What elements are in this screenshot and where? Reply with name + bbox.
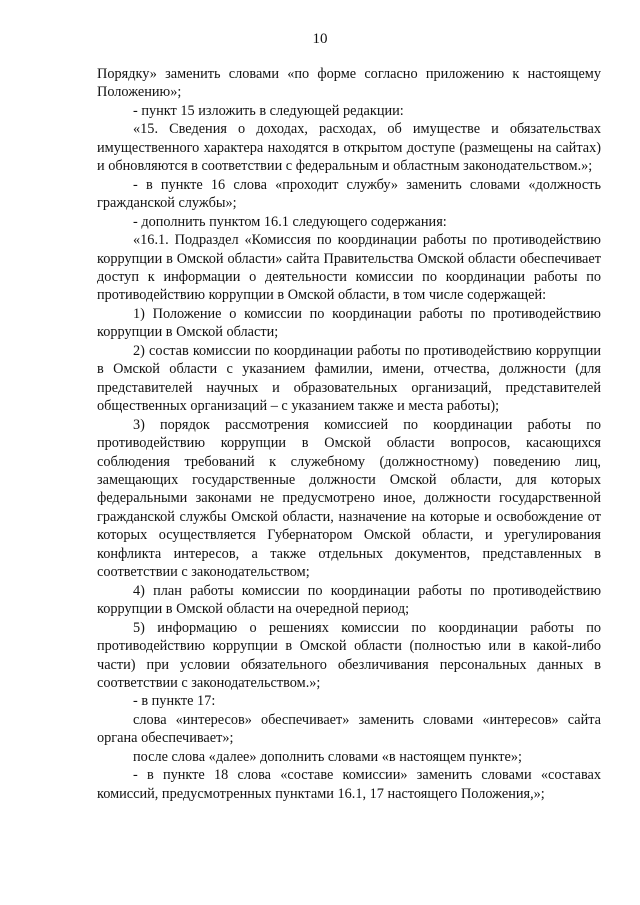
- paragraph: «16.1. Подраздел «Комиссия по координации работы по противодействию коррупции в Омской области» сайта Правительства Омской области обеспечивает доступ к информации о деятельности комиссии по координации работы по противодействию коррупции в Омской области, в том числе содержащей:: [97, 232, 601, 304]
- paragraph: слова «интересов» обеспечивает» заменить словами «интересов» сайта органа обеспечивает»;: [97, 711, 601, 747]
- paragraph: - пункт 15 изложить в следующей редакции:: [133, 102, 404, 119]
- paragraph: - в пункте 18 слова «составе комиссии» заменить словами «составах комиссий, предусмотренных пунктами 16.1, 17 настоящего Положения,»;: [97, 767, 601, 802]
- paragraph: 1) Положение о комиссии по координации работы по противодействию коррупции в Омской области;: [97, 305, 601, 341]
- paragraph: 4) план работы комиссии по координации работы по противодействию коррупции в Омской области на очередной период;: [97, 582, 601, 618]
- paragraph: - в пункте 17:: [133, 693, 216, 710]
- paragraph: 3) порядок рассмотрения комиссией по координации работы по противодействию коррупции в Омской области вопросов, касающихся соблюдения требований к служебному (должностному) поведению лиц, замещающих государственные должности Омской области, для которых федеральными законами не предусмотрено иное, должности государственной гражданской службы Омской области, назначение на которые и освобождение от которых осуществляется Губернатором Омской области, и урегулирования конфликта интересов, а также отдельных документов, представленных в соответствии с законодательством;: [97, 416, 601, 581]
- page-number: 10: [312, 31, 328, 47]
- paragraph: после слова «далее» дополнить словами «в настоящем пункте»;: [133, 748, 522, 765]
- paragraph: - дополнить пунктом 16.1 следующего содержания:: [133, 213, 447, 230]
- document-body: [97, 65, 601, 803]
- paragraph: «15. Сведения о доходах, расходах, об имуществе и обязательствах имущественного характера находятся в открытом доступе (размещены на сайтах) и обновляются в соответствии с федеральным и областным законодательством.»;: [97, 121, 601, 175]
- paragraph: Порядку» заменить словами «по форме согласно приложению к настоящему Положению»;: [97, 66, 601, 101]
- paragraph: - в пункте 16 слова «проходит службу» заменить словами «должность гражданской службы»;: [97, 176, 601, 212]
- paragraph: 5) информацию о решениях комиссии по координации работы по противодействию коррупции в Омской области (полностью или в какой-либо части) при условии обязательного обезличивания персональных данных в соответствии с законодательством.»;: [97, 619, 601, 691]
- paragraph: 2) состав комиссии по координации работы по противодействию коррупции в Омской области с указанием фамилии, имени, отчества, должности (для представителей научных и образовательных организаций, представителей общественных организаций – с указанием также и места работы);: [97, 342, 601, 415]
